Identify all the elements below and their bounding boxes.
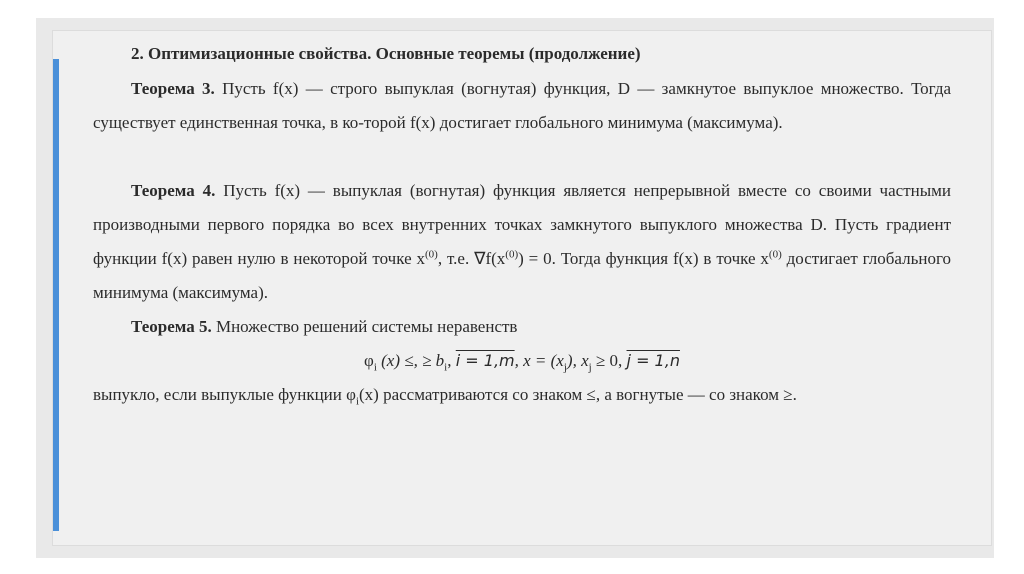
formula-part: ,	[447, 351, 456, 370]
theorem-4-label: Теорема 4.	[131, 181, 216, 200]
formula-sub: i	[444, 361, 448, 374]
formula-j-range: j = 1,n	[626, 351, 680, 370]
formula-part: ≥ 0,	[591, 351, 627, 370]
theorem-4-text-b: , т.е. ∇f(x	[437, 249, 506, 268]
inequality-formula	[93, 344, 951, 378]
theorem-4-sup-c: (0)	[768, 248, 782, 261]
formula-sub: j	[588, 361, 592, 374]
conclusion-text-b: (x) рассматриваются со знаком ≤, а вогнутые — со знаком ≥.	[359, 385, 797, 404]
formula-part: ), x	[566, 351, 589, 370]
slide	[52, 30, 992, 546]
theorem-5-text: Множество решений системы неравенств	[215, 317, 518, 336]
theorem-3-text: Пусть f(x) — строго выпуклая (вогнутая) функция, D — замкнутое выпуклое множество. Тогда существует единственная точка, в ко-торой f(x) достигает глобального минимума (максимума).	[93, 79, 952, 132]
theorem-5-label: Теорема 5.	[131, 317, 212, 336]
formula-sub: i	[373, 361, 377, 374]
theorem-4-sup-b: (0)	[505, 248, 519, 261]
theorem-3	[93, 72, 951, 140]
theorem-5	[93, 310, 951, 344]
conclusion-sub: i	[355, 395, 360, 408]
theorem-3-label: Теорема 3.	[131, 79, 215, 98]
theorem-4-text-c: ) = 0. Тогда функция f(x) в точке x	[518, 249, 769, 268]
formula-part: (x) ≤, ≥ b	[376, 351, 445, 370]
theorem-4-text-d: достигает глобального минимума (максимума).	[93, 249, 952, 302]
theorem-4	[93, 174, 951, 310]
formula-sub: j	[563, 361, 567, 374]
accent-bar	[53, 59, 59, 531]
theorem-5-conclusion	[93, 378, 951, 412]
formula-i-range: i = 1,m	[455, 351, 515, 370]
theorem-4-text-a: Пусть f(x) — выпуклая (вогнутая) функция является непрерывной вместе со своими частными производными первого порядка во всех внутренних точках замкнутого выпуклого множества D. Пусть градиент функции f(x) равен нулю в некоторой точке x	[93, 181, 951, 268]
formula-phi: φ	[364, 351, 374, 370]
conclusion-text-a: выпукло, если выпуклые функции φ	[93, 385, 356, 404]
theorem-4-sup-a: (0)	[425, 248, 438, 261]
slide-heading: 2. Оптимизационные свойства. Основные теоремы (продолжение)	[131, 44, 641, 63]
formula-part: , x = (x	[514, 351, 564, 370]
